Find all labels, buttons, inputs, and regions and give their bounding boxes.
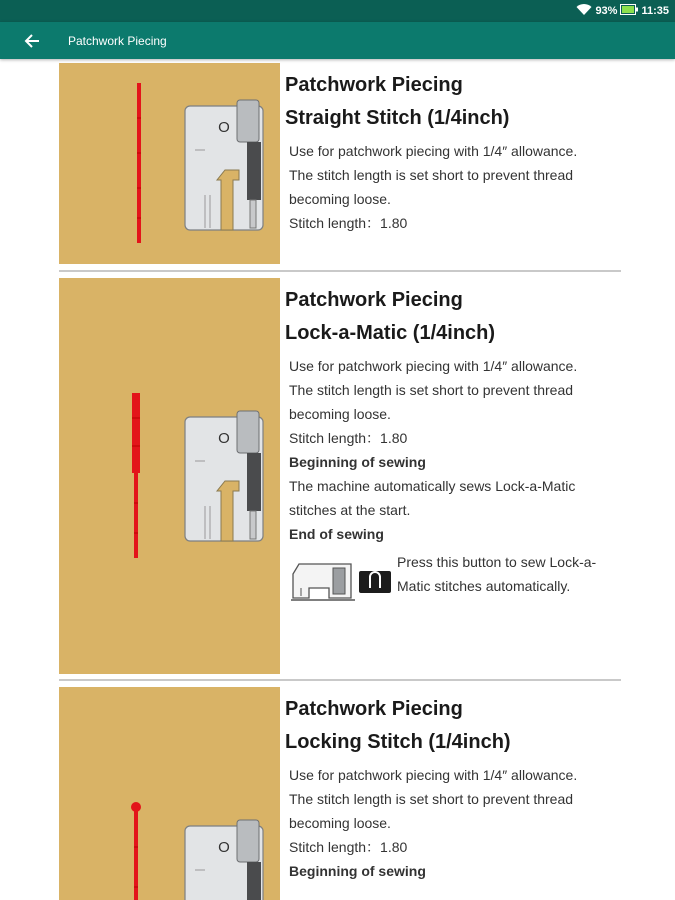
- stitch-entry-locking[interactable]: [59, 687, 621, 900]
- entry-title-line1: Patchwork Piecing: [285, 289, 463, 311]
- entry-description: The stitch length is set short to prevent thread becoming loose.: [289, 791, 574, 831]
- battery-percent: 93%: [595, 5, 618, 17]
- presser-foot-diagram: [59, 278, 280, 674]
- stitch-line: [131, 802, 141, 900]
- stitch-line: [132, 393, 140, 558]
- entry-description: Use for patchwork piecing with 1/4″ allowance.: [289, 358, 578, 374]
- stitch-length: Stitch length：1.80: [289, 839, 408, 855]
- entry-title-line1: Patchwork Piecing: [285, 74, 463, 96]
- back-button[interactable]: [21, 30, 43, 52]
- beginning-text: The machine automatically sews Lock-a-Matic stitches at the start.: [289, 478, 576, 518]
- entry-title-line2: Locking Stitch (1/4inch): [285, 731, 511, 753]
- stitch-list[interactable]: [0, 59, 675, 900]
- end-heading: End of sewing: [289, 526, 384, 542]
- stitch-entry-straight[interactable]: [59, 63, 621, 268]
- svg-text:O: O: [218, 119, 230, 136]
- stitch-length: Stitch length：1.80: [289, 430, 408, 446]
- app-bar: [0, 22, 675, 59]
- wifi-icon: [576, 4, 592, 19]
- entry-details: [285, 69, 621, 235]
- entry-description: The stitch length is set short to prevent thread becoming loose.: [289, 382, 574, 422]
- stitch-line: [137, 83, 141, 243]
- entry-title-line2: Lock-a-Matic (1/4inch): [285, 322, 496, 344]
- beginning-heading: Beginning of sewing: [289, 454, 426, 470]
- svg-text:O: O: [218, 430, 230, 447]
- presser-foot: [185, 820, 263, 900]
- sewing-machine-icon: [289, 558, 397, 610]
- entry-title-line2: Straight Stitch (1/4inch): [285, 107, 510, 129]
- stitch-illustration: [59, 687, 280, 900]
- entry-details: [285, 284, 621, 610]
- stitch-length: Stitch length：1.80: [289, 215, 408, 231]
- entry-title-line1: Patchwork Piecing: [285, 698, 463, 720]
- status-bar: [0, 0, 675, 22]
- entry-description: Use for patchwork piecing with 1/4″ allowance.: [289, 767, 578, 783]
- battery-icon: [620, 4, 638, 18]
- stitch-entry-lock-a-matic[interactable]: [59, 278, 621, 678]
- presser-foot: [185, 411, 263, 541]
- stitch-illustration: [59, 278, 280, 674]
- end-text: Press this button to sew Lock-a-Matic stitches automatically.: [397, 554, 597, 594]
- entry-description: Use for patchwork piecing with 1/4″ allowance.: [289, 143, 578, 159]
- beginning-heading: Beginning of sewing: [289, 863, 426, 879]
- entry-details: [285, 693, 621, 883]
- presser-foot-diagram: [59, 63, 280, 264]
- stitch-illustration: [59, 63, 280, 264]
- end-of-sewing-info: [289, 550, 621, 610]
- presser-foot-diagram: [59, 687, 280, 900]
- entry-description: The stitch length is set short to prevent thread becoming loose.: [289, 167, 574, 207]
- arrow-back-icon: [24, 33, 40, 49]
- page-title: Patchwork Piecing: [68, 33, 167, 48]
- divider: [59, 270, 621, 272]
- svg-text:O: O: [218, 839, 230, 856]
- clock: 11:35: [641, 5, 669, 17]
- presser-foot: [185, 100, 263, 230]
- divider: [59, 679, 621, 681]
